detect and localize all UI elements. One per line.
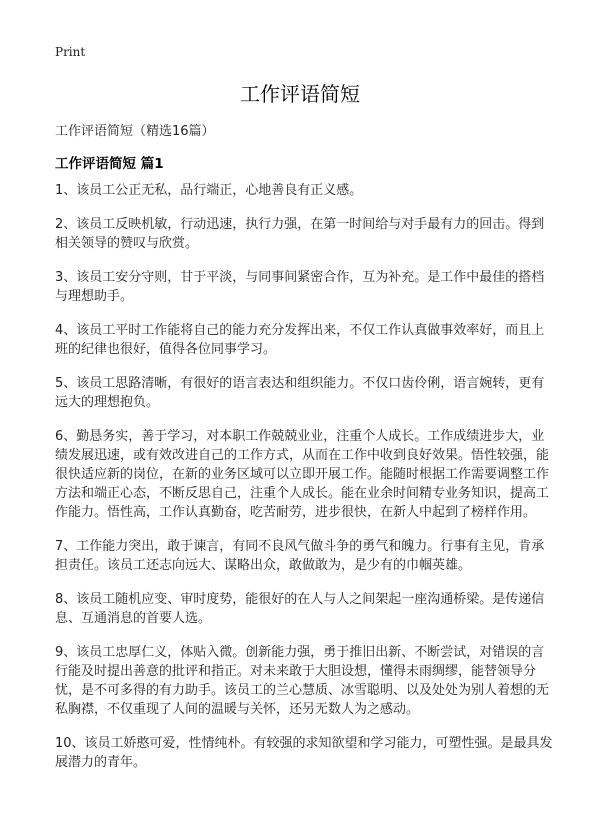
document-subtitle: 工作评语简短（精选16篇） [55,124,215,139]
list-item: 7、工作能力突出，敢于谏言，有同不良风气做斗争的勇气和魄力。行事有主见，肯承担责任。该员工还志向远大、谋略出众，敢做敢为，是少有的巾帼英雄。 [55,539,545,573]
list-item: 1、该员工公正无私，品行端正，心地善良有正义感。 [55,183,363,198]
list-item: 9、该员工忠厚仁义，体贴入微。创新能力强，勇于推旧出新、不断尝试，对错误的言行能及时提出善意的批评和指正。对未来敢于大胆设想，懂得未雨绸缪，能替领导分忧，是不可多得的有力助手。该员工的兰心慧质、冰雪聪明、以及处处为别人着想的无私胸襟，不仅重现了人间的温暖与关怀，还另无数人为之感动。 [55,645,550,717]
list-item: 5、该员工思路清晰，有很好的语言表达和组织能力。不仅口齿伶俐，语言婉转，更有远大的理想抱负。 [55,376,545,410]
list-item: 4、该员工平时工作能将自己的能力充分发挥出来，不仅工作认真做事效率好，而且上班的纪律也很好，值得各位同事学习。 [55,323,545,357]
list-item: 2、该员工反映机敏，行动迅速，执行力强，在第一时间给与对手最有力的回击。得到相关领导的赞叹与欣赏。 [55,217,545,251]
list-item: 6、勤恳务实，善于学习，对本职工作兢兢业业，注重个人成长。工作成绩进步大，业绩发展迅速，或有效改进自己的工作方式，从而在工作中收到良好效果。悟性较强，能很快适应新的岗位，在新的业务区域可以立即开展工作。能随时根据工作需要调整工作方法和端正心态，不断反思自己，注重个人成长。能在业余时间精专业务知识，提高工作能力。悟性高，工作认真勤奋，吃苦耐劳，进步很快，在新人中起到了榜样作用。 [55,429,550,520]
list-item: 8、该员工随机应变、审时度势，能很好的在人与人之间架起一座沟通桥梁。是传递信息、互通消息的首要人选。 [55,592,545,626]
list-item: 3、该员工安分守则，甘于平淡，与同事间紧密合作，互为补充。是工作中最佳的搭档与理想助手。 [55,270,545,304]
comment-list [55,181,555,787]
print-link[interactable]: Print [55,45,86,59]
section-heading: 工作评语简短 篇1 [55,156,164,172]
list-item: 10、该员工娇憨可爱，性情纯朴。有较强的求知欲望和学习能力，可塑性强。是最具发展潜力的青年。 [55,736,553,770]
page-title: 工作评语简短 [240,82,360,106]
